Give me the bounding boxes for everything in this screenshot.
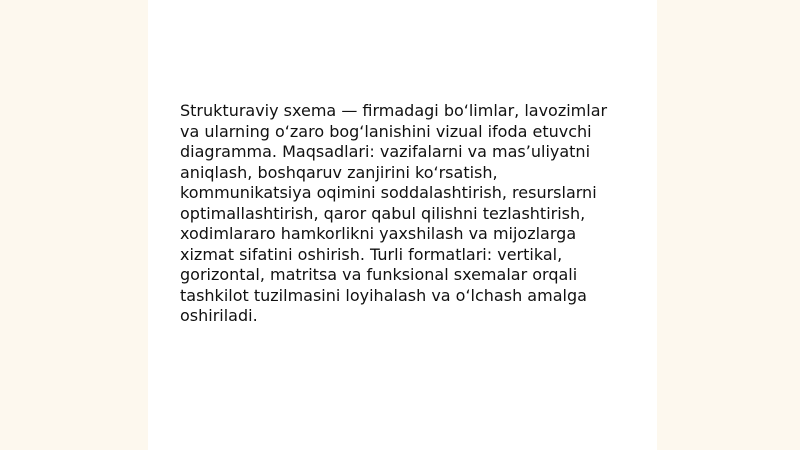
- body-paragraph: Strukturaviy sxema — firmadagi bo‘limlar, lavozimlar va ularning o‘zaro bog‘lanishini vizual ifoda etuvchi diagramma. Maqsadlari: vazifalarni va mas’uliyatni aniqlash, boshqaruv zanjirini ko‘rsatish, kommunikatsiya oqimini soddalashtirish, resurslarni optimallashtirish, qaror qabul qilishni tezlashtirish, xodimlararo hamkorlikni yaxshilash va mijozlarga xizmat sifatini oshirish. Turli formatlari: vertikal, gorizontal, matritsa va funksional sxemalar orqali tashkilot tuzilmasini loyihalash va o‘lchash amalga oshiriladi.: [180, 101, 608, 325]
- document-page: [148, 0, 657, 450]
